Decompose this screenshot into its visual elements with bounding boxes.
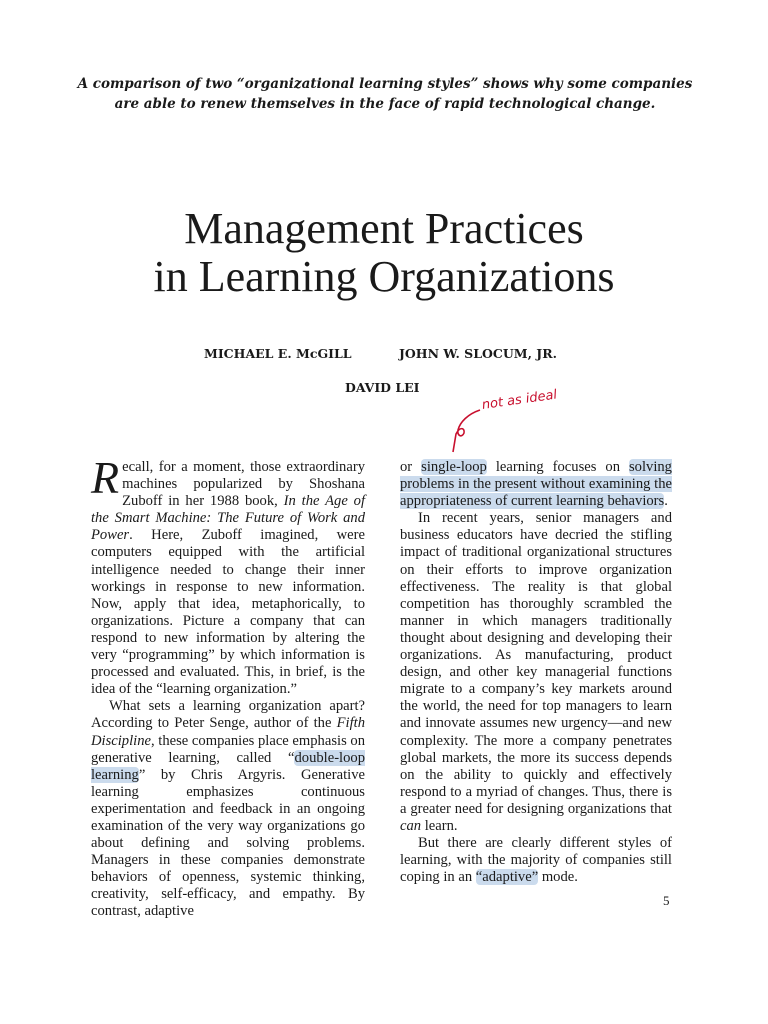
highlighted-phrase: double-loop learning xyxy=(91,749,365,783)
text-run: learning focuses on xyxy=(486,459,629,475)
text-run: mode. xyxy=(538,869,578,886)
intro-deck xyxy=(60,74,710,114)
paragraph-3 xyxy=(400,510,672,835)
intro-line-2: are able to renew themselves in the face of rapid technological change. xyxy=(114,96,656,112)
intro-line-1: A comparison of two “organizational learning styles” shows why some companies xyxy=(77,76,693,92)
text-run: . xyxy=(664,493,668,510)
author-lei: DAVID LEI xyxy=(345,380,420,395)
author-slocum: JOHN W. SLOCUM, JR. xyxy=(399,346,557,361)
text-run: ecall, for a moment, those extraordinary machines popularized by Shoshana Zuboff in her 1988 book, xyxy=(122,459,365,510)
text-run: or xyxy=(400,459,422,475)
text-run: In recent years, senior managers and business educators have decried the stifling impact of traditional organizational structures on their efforts to improve organization effectiveness. The reality is that global competition has thoroughly scrambled the manner in which managers traditionally thought about designing and developing their organizations. As manufacturing, product design, and other key managerial functions migrate to a company’s key markets around the world, the need for top managers to learn and innovate assumes new urgency—and new complexity. The more a company penetrates global markets, the more its success depends on the ability to quickly and effectively respond to a myriad of changes. Thus, there is a greater need for designing organizations that xyxy=(400,510,672,817)
paragraph-1 xyxy=(91,452,366,698)
highlighted-phrase: single-loop xyxy=(421,459,487,475)
title-line-2: in Learning Organizations xyxy=(153,252,615,301)
highlighted-phrase: “adaptive” xyxy=(475,869,539,886)
page-number: 5 xyxy=(663,893,670,908)
book-title: Fifth Discipline xyxy=(91,715,365,749)
paragraph-continued xyxy=(400,459,672,510)
title-line-1: Management Practices xyxy=(184,204,584,253)
text-run: learn. xyxy=(421,817,458,834)
paragraph-2 xyxy=(91,698,365,920)
text-run: But there are clearly different styles of learning, with the majority of companies still coping in an xyxy=(400,835,672,886)
author-mcgill: MICHAEL E. McGILL xyxy=(204,346,352,361)
text-run: , these companies place emphasis on generative learning, called “ xyxy=(91,732,365,766)
book-title: In the Age of the Smart Machine: The Future of Work and Power xyxy=(91,493,366,544)
emphasis: can xyxy=(400,817,422,834)
text-run: . Here, Zuboff imagined, were computers equipped with the artificial intelligence needed to change their inner workings in response to new information. Now, apply that idea, metaphorically, to organizations. Picture a company that can respond to new information by altering the very “programming” by which information is processed and evaluated. This, in brief, is the idea of the “learning organization.” xyxy=(91,527,365,698)
text-run: What sets a learning organization apart? According to Peter Senge, author of the xyxy=(91,698,365,732)
left-column xyxy=(91,452,366,921)
paragraph-4 xyxy=(400,835,672,886)
text-run: ” by Chris Argyris. Generative learning emphasizes continuous experimentation and feedback in an ongoing examination of the very way organizations go about defining and solving problems. Managers in these companies demonstrate behaviors of openness, systemic thinking, creativity, self-efficacy, and empathy. By contrast, adaptive xyxy=(91,766,365,920)
drop-cap: R xyxy=(91,452,120,503)
right-column xyxy=(400,459,672,886)
handwritten-note: not as ideal xyxy=(480,387,559,413)
article-title xyxy=(0,205,768,301)
highlighted-phrase: solving problems in the present without examining the appropriateness of current learning behaviors xyxy=(400,459,672,510)
